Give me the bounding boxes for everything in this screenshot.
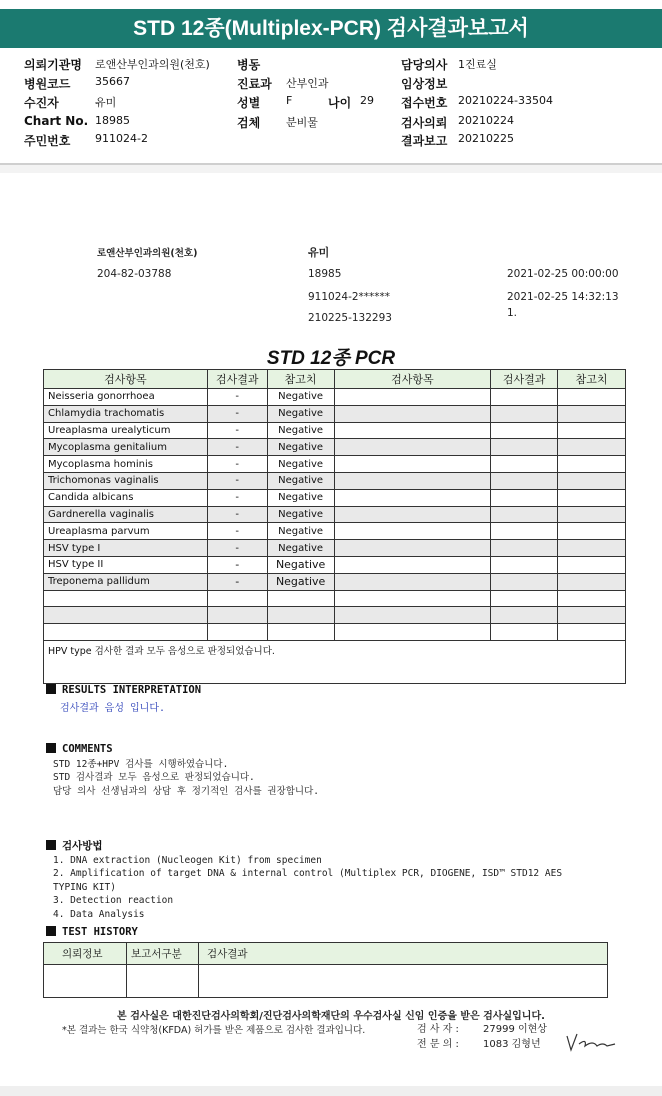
test-result: - <box>207 422 267 439</box>
hospital-code-value: 35667 <box>95 75 130 88</box>
specimen-value: 분비물 <box>286 116 318 129</box>
method-line: 1. DNA extraction (Nucleogen Kit) from specimen <box>53 855 322 866</box>
square-bullet-icon <box>46 926 56 936</box>
method-line: 4. Data Analysis <box>53 908 145 920</box>
ward-label: 병동 <box>237 58 261 72</box>
test-item: Gardnerella vaginalis <box>44 506 208 523</box>
method-line: 2. Amplification of target DNA & internal control (Multiplex PCR, DIOGENE, ISD™ STD12 AES <box>53 868 563 880</box>
col-header-result-2: 검사결과 <box>491 370 558 389</box>
table-note-row <box>44 640 626 683</box>
col-header-reference: 참고치 <box>267 370 334 389</box>
signature-icon <box>563 1030 617 1054</box>
header-row-1 <box>0 56 662 73</box>
table-row-empty <box>44 624 626 641</box>
comments-text <box>53 758 319 798</box>
test-item: Ureaplasma parvum <box>44 523 208 540</box>
table-row <box>44 439 626 456</box>
comment-line: STD 12종+HPV 검사를 시행하였습니다. <box>53 759 229 770</box>
lab-number: 210225-132293 <box>308 312 392 324</box>
table-row <box>44 573 626 590</box>
hpv-note: HPV type 검사한 결과 모두 음성으로 판정되었습니다. <box>44 640 626 683</box>
table-row <box>44 523 626 540</box>
report-date-suffix: 1. <box>507 307 518 319</box>
report-value: 20210225 <box>458 132 514 145</box>
chart-value: 18985 <box>95 114 130 127</box>
header-row-3 <box>0 94 662 111</box>
hospital-code-label: 병원코드 <box>24 77 71 91</box>
age-label: 나이 <box>328 96 352 110</box>
specialist-label: 전 문 의 : <box>417 1039 459 1050</box>
test-item: Neisseria gonorrhoea <box>44 389 208 406</box>
kfda-note: *본 결과는 한국 식약청(KFDA) 허가를 받은 제품으로 검사한 결과입니다. <box>62 1025 366 1036</box>
specialist-value: 1083 김형년 <box>483 1039 541 1050</box>
header-row-5 <box>0 132 662 149</box>
history-header-row <box>44 943 608 965</box>
test-reference: Negative <box>267 439 334 456</box>
test-item: Ureaplasma urealyticum <box>44 422 208 439</box>
certification-note: 본 검사실은 대한진단검사의학회/진단검사의학재단의 우수검사실 신임 인증을 받은 검사실입니다. <box>117 1011 545 1022</box>
test-reference: Negative <box>267 456 334 473</box>
test-result: - <box>207 523 267 540</box>
table-row <box>44 556 626 573</box>
dept-label: 진료과 <box>237 77 272 91</box>
test-result: - <box>207 573 267 590</box>
table-row <box>44 389 626 406</box>
sex-label: 성별 <box>237 96 261 110</box>
patient-chart: 18985 <box>308 268 342 280</box>
test-reference: Negative <box>267 506 334 523</box>
method-text <box>53 854 562 921</box>
test-result: - <box>207 506 267 523</box>
client-label: 의뢰기관명 <box>24 58 82 72</box>
col-header-reference-2: 참고치 <box>558 370 626 389</box>
results-text: 검사결과 음성 입니다. <box>60 703 166 714</box>
table-header-row <box>44 370 626 389</box>
business-number: 204-82-03788 <box>97 268 172 280</box>
receipt-label: 접수번호 <box>401 96 448 110</box>
report-header <box>0 52 662 165</box>
chart-label: Chart No. <box>24 114 89 128</box>
pcr-title: STD 12종 PCR <box>266 348 396 369</box>
sex-value: F <box>286 94 293 107</box>
test-result: - <box>207 556 267 573</box>
col-header-item-2: 검사항목 <box>334 370 491 389</box>
examiner-label: 검 사 자 : <box>417 1024 459 1035</box>
client-value: 로앤산부인과의원(천호) <box>95 58 210 71</box>
table-row <box>44 489 626 506</box>
test-result: - <box>207 540 267 557</box>
table-row <box>44 506 626 523</box>
table-row <box>44 456 626 473</box>
table-row <box>44 405 626 422</box>
patient-id: 911024-2****** <box>308 291 391 303</box>
history-col-result: 검사결과 <box>199 943 608 965</box>
table-row <box>44 540 626 557</box>
test-reference: Negative <box>267 540 334 557</box>
specimen-label: 검체 <box>237 116 261 130</box>
test-history-table <box>43 942 608 998</box>
col-header-item: 검사항목 <box>44 370 208 389</box>
id-value: 911024-2 <box>95 132 148 145</box>
header-row-2 <box>0 75 662 92</box>
comment-line: STD 검사결과 모두 음성으로 판정되었습니다. <box>53 772 255 784</box>
patient-name: 유미 <box>308 246 330 259</box>
history-row <box>44 965 608 998</box>
test-item: Trichomonas vaginalis <box>44 472 208 489</box>
comment-line: 담당 의사 선생님과의 상담 후 정기적인 검사를 권장합니다. <box>53 785 320 797</box>
method-line: TYPING KIT) <box>53 881 116 893</box>
patient-label: 수진자 <box>24 96 59 110</box>
table-row <box>44 422 626 439</box>
test-reference: Negative <box>267 489 334 506</box>
test-reference: Negative <box>267 573 334 590</box>
report-date: 2021-02-25 14:32:13 <box>507 291 619 303</box>
table-row-empty <box>44 607 626 624</box>
page-bottom-band <box>0 1086 662 1096</box>
test-item: Chlamydia trachomatis <box>44 405 208 422</box>
test-reference: Negative <box>267 523 334 540</box>
test-reference: Negative <box>267 422 334 439</box>
history-col-request: 의뢰정보 <box>44 943 127 965</box>
request-value: 20210224 <box>458 114 514 127</box>
col-header-result: 검사결과 <box>207 370 267 389</box>
square-bullet-icon <box>46 840 56 850</box>
method-heading: 검사방법 <box>46 838 103 853</box>
request-label: 검사의뢰 <box>401 116 448 130</box>
table-row-empty <box>44 590 626 607</box>
test-reference: Negative <box>267 389 334 406</box>
report-label: 결과보고 <box>401 134 448 148</box>
id-label: 주민번호 <box>24 134 71 148</box>
test-result: - <box>207 489 267 506</box>
results-heading: RESULTS INTERPRETATION <box>46 684 201 696</box>
test-result: - <box>207 439 267 456</box>
test-item: HSV type I <box>44 540 208 557</box>
age-value: 29 <box>360 94 374 107</box>
comments-heading: COMMENTS <box>46 743 113 755</box>
test-result: - <box>207 405 267 422</box>
square-bullet-icon <box>46 684 56 694</box>
receipt-value: 20210224-33504 <box>458 94 553 107</box>
test-item: Candida albicans <box>44 489 208 506</box>
collection-date: 2021-02-25 00:00:00 <box>507 268 619 280</box>
header-shadow <box>0 165 662 173</box>
clinical-label: 임상정보 <box>401 77 448 91</box>
history-col-report-type: 보고서구분 <box>127 943 199 965</box>
clinic-name: 로앤산부인과의원(천호) <box>97 248 198 259</box>
test-item: Mycoplasma genitalium <box>44 439 208 456</box>
doctor-label: 담당의사 <box>401 58 448 72</box>
table-row <box>44 472 626 489</box>
test-result: - <box>207 389 267 406</box>
test-result: - <box>207 456 267 473</box>
test-result: - <box>207 472 267 489</box>
test-item: Mycoplasma hominis <box>44 456 208 473</box>
header-row-4 <box>0 114 662 131</box>
patient-value: 유미 <box>95 96 117 109</box>
test-reference: Negative <box>267 405 334 422</box>
test-reference: Negative <box>267 556 334 573</box>
history-heading: TEST HISTORY <box>46 926 138 938</box>
report-title-bar: STD 12종(Multiplex-PCR) 검사결과보고서 <box>0 9 662 48</box>
test-item: HSV type II <box>44 556 208 573</box>
doctor-value: 1진료실 <box>458 58 497 71</box>
dept-value: 산부인과 <box>286 77 329 90</box>
square-bullet-icon <box>46 743 56 753</box>
examiner-value: 27999 이현상 <box>483 1024 547 1035</box>
method-line: 3. Detection reaction <box>53 895 174 907</box>
pcr-results-table <box>43 369 626 684</box>
test-reference: Negative <box>267 472 334 489</box>
test-item: Treponema pallidum <box>44 573 208 590</box>
